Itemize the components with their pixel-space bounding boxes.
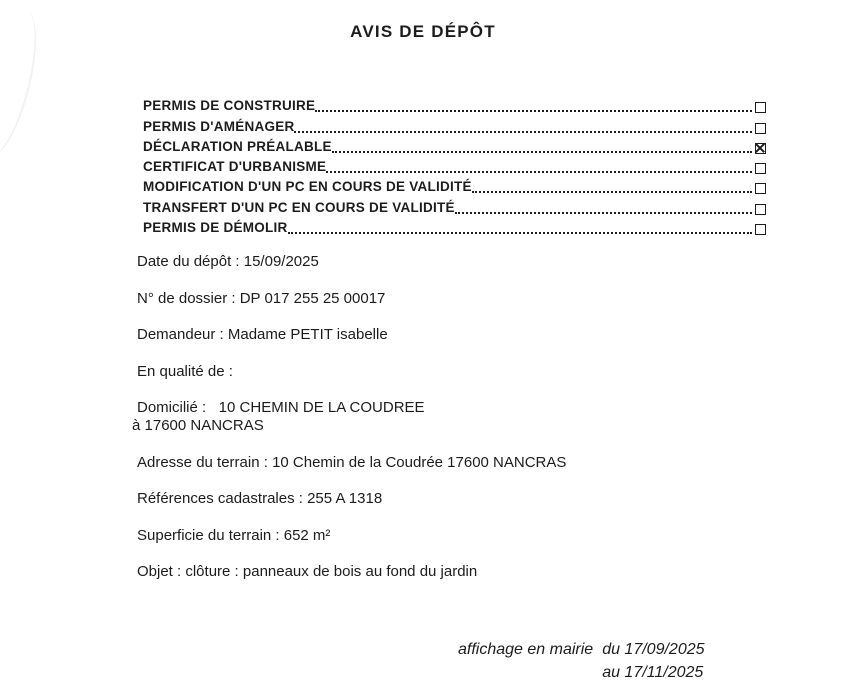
dotted-leader	[472, 191, 752, 193]
checklist-row-3	[143, 156, 766, 176]
field-text: Superficie du terrain : 652 m²	[137, 526, 331, 544]
field-en-qualite-de	[137, 363, 846, 381]
field-text: Domicilié : 10 CHEMIN DE LA COUDREE	[137, 399, 425, 417]
checkbox[interactable]	[755, 123, 766, 134]
field-adresse-du-terrain	[137, 454, 846, 472]
checkbox-checked[interactable]	[755, 143, 766, 154]
checklist-item-label: TRANSFERT D'UN PC EN COURS DE VALIDITÉ	[143, 199, 455, 215]
field-domicilie	[132, 399, 846, 435]
checkbox[interactable]	[755, 183, 766, 194]
dotted-leader	[326, 171, 752, 173]
dotted-leader	[288, 232, 752, 234]
display-date-to: au 17/11/2025	[602, 664, 704, 681]
checklist-row-2	[143, 136, 766, 156]
field-text: Demandeur : Madame PETIT isabelle	[137, 326, 388, 344]
checklist-item-label: PERMIS DE CONSTRUIRE	[143, 98, 316, 114]
checklist-item-label: DÉCLARATION PRÉALABLE	[143, 138, 332, 154]
display-period	[458, 638, 705, 684]
checkbox[interactable]	[755, 204, 766, 215]
fields	[132, 253, 846, 581]
checkbox[interactable]	[755, 102, 766, 113]
checklist-row-1	[143, 115, 766, 135]
display-date-from: du 17/09/2025	[602, 641, 705, 658]
field-superficie-du-terrain	[137, 527, 846, 545]
checklist-item-label: PERMIS DE DÉMOLIR	[143, 220, 288, 236]
field-demandeur	[137, 326, 846, 344]
checkbox[interactable]	[755, 163, 766, 174]
checklist-item-label: CERTIFICAT D'URBANISME	[143, 159, 327, 175]
checklist	[143, 95, 766, 237]
dotted-leader	[294, 131, 752, 133]
dotted-leader	[315, 110, 752, 112]
field-text: Date du dépôt : 15/09/2025	[137, 253, 319, 271]
checklist-item-label: MODIFICATION D'UN PC EN COURS DE VALIDITÉ	[143, 179, 472, 195]
checklist-row-4	[143, 176, 766, 196]
field-date-du-depot	[137, 253, 846, 271]
checklist-row-0	[143, 95, 766, 115]
field-numero-de-dossier	[137, 290, 846, 308]
checkbox[interactable]	[755, 224, 766, 235]
dotted-leader	[332, 151, 752, 153]
field-text: Adresse du terrain : 10 Chemin de la Coudrée 17600 NANCRAS	[137, 453, 567, 471]
display-dates	[602, 638, 704, 684]
field-continuation-line: à 17600 NANCRAS	[132, 417, 264, 435]
field-text: Objet : clôture : panneaux de bois au fond du jardin	[137, 563, 478, 581]
checklist-row-5	[143, 196, 766, 216]
page-title: AVIS DE DÉPÔT	[350, 22, 496, 41]
field-objet	[137, 563, 846, 581]
affichage-label: affichage en mairie	[458, 641, 594, 658]
checklist-item-label: PERMIS D'AMÉNAGER	[143, 118, 295, 134]
checklist-row-6	[143, 217, 766, 237]
field-text: N° de dossier : DP 017 255 25 00017	[137, 289, 386, 307]
field-text: Références cadastrales : 255 A 1318	[137, 490, 383, 508]
dotted-leader	[455, 212, 752, 214]
field-references-cadastrales	[137, 490, 846, 508]
field-text: En qualité de :	[137, 362, 233, 380]
